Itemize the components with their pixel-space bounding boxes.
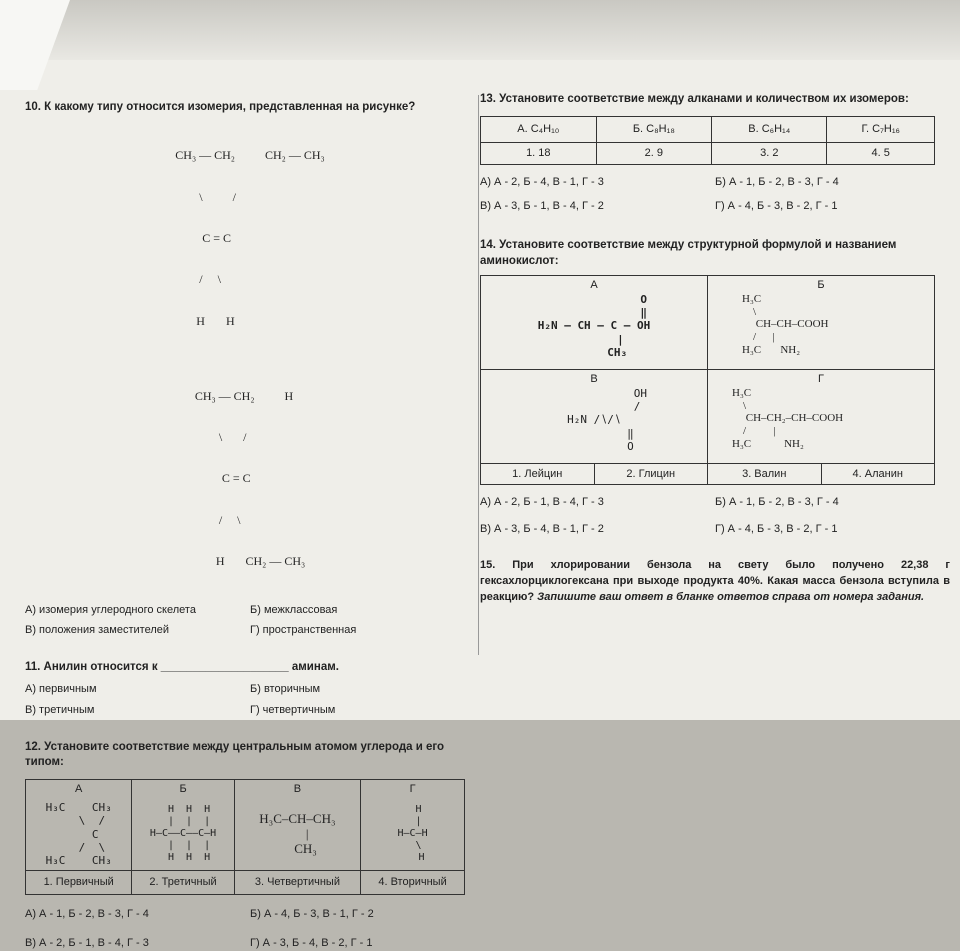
q12-table [25,779,465,895]
q14-title: 14. Установите соответствие между структурной формулой и названием аминокислот: [480,239,897,267]
q13-table [480,116,935,165]
q14-options [480,495,950,537]
q13-options [480,175,950,215]
q13-header-b: Б. C₈H₁₈ [596,116,712,142]
q14-cell-a: А O ‖ H₂N – CH – C – OH | CH₃ [481,276,708,370]
q13-title: 13. Установите соответствие между алканами и количеством их изомеров: [480,93,909,105]
q10-struct-trans: CH₃ — CH₂ H \ / C = C / \ H CH₂ — CH₃ [194,388,306,569]
q12-title: 12. Установите соответствие между центральным атомом углерода и его типом: [25,740,445,769]
q11-option-a[interactable]: А) первичным [25,682,97,695]
q15-problem: 15. При хлорировании бензола на свету было получено 22,38 г гексахлорциклогексана при выходе продукта 40%. Какая масса бензола вступила в реакцию? [480,559,950,604]
q12-answer-1: 1. Первичный [26,870,132,894]
q14-struct-a: O ‖ H₂N – CH – C – OH | CH₃ [537,293,651,359]
q14-answer-3: 3. Валин [708,464,822,484]
q12-option-c[interactable]: В) А - 2, Б - 1, В - 4, Г - 3 [25,936,149,949]
q10-title: 10. К какому типу относится изомерия, представленная на рисунке? [25,101,416,113]
q11-option-d[interactable]: Г) четвертичным [250,703,336,716]
q12-struct-a: H₃C CH₃ \ / C / \ H₃C CH₃ [26,798,132,870]
q13-option-c[interactable]: В) А - 3, Б - 1, В - 4, Г - 2 [480,200,604,213]
column-divider [478,95,479,655]
q12-answer-2: 2. Третичный [132,870,234,894]
q13-value-4: 4. 5 [827,142,935,164]
q12-header-d: Г [361,779,465,798]
q14-answer-4: 4. Аланин [821,464,935,484]
q13-header-c: В. C₆H₁₄ [712,116,827,142]
q10-struct-cis: CH₃ — CH₂ CH₂ — CH₃ \ / C = C / \ H H [175,148,325,328]
q10-option-d[interactable]: Г) пространственная [250,624,357,637]
q10-option-a[interactable]: А) изомерия углеродного скелета [25,603,196,616]
q12-header-a: А [26,779,132,798]
q14-answer-2: 2. Глицин [594,464,708,484]
q12-option-a[interactable]: А) А - 1, Б - 2, В - 3, Г - 4 [25,907,149,920]
q10-option-b[interactable]: Б) межклассовая [250,603,338,616]
q12-struct-c: H₃C–CH–CH₃ | CH₃ [234,798,360,870]
q13-value-3: 3. 2 [712,142,827,164]
q10-option-c[interactable]: В) положения заместителей [25,624,170,637]
q13-option-d[interactable]: Г) А - 4, Б - 3, В - 2, Г - 1 [715,200,838,213]
q14-struct-c: OH / H₂N ∕∖∕∖ ‖ O [541,387,647,453]
q14-struct-b: H₃C \ CH–CH–COOH / | H₃C NH₂ [742,293,829,356]
q12-header-b: Б [132,779,234,798]
q11-title: 11. Анилин относится к ____________________ аминам. [25,661,339,674]
q14-option-a[interactable]: А) А - 2, Б - 1, В - 4, Г - 3 [480,495,604,508]
q15-text [480,558,950,606]
q12-options [25,907,475,951]
q12-answer-3: 3. Четвертичный [234,870,360,894]
q13-option-a[interactable]: А) А - 2, Б - 4, В - 1, Г - 3 [480,175,604,188]
q14-option-c[interactable]: В) А - 3, Б - 4, В - 1, Г - 2 [480,522,604,535]
q13-value-2: 2. 9 [596,142,712,164]
q14-cell-b: Б H₃C \ CH–CH–COOH / | H₃C NH₂ [708,276,935,370]
q12-header-c: В [234,779,360,798]
q12-option-b[interactable]: Б) А - 4, Б - 3, В - 1, Г - 2 [250,907,374,920]
q15-instruction: Запишите ваш ответ в бланке ответов справа от номера задания. [534,591,925,604]
q13-option-b[interactable]: Б) А - 1, Б - 2, В - 3, Г - 4 [715,175,839,188]
q11-options [25,682,475,718]
q12-answer-4: 4. Вторичный [361,870,465,894]
q11-option-c[interactable]: В) третичным [25,703,95,716]
q14-option-b[interactable]: Б) А - 1, Б - 2, В - 3, Г - 4 [715,495,839,508]
right-column [480,92,950,606]
q14-struct-d: H₃C \ CH–CH₂–CH–COOH / | H₃C NH₂ [732,387,844,450]
q11-blank[interactable]: ____________________ [160,661,289,674]
left-column [25,100,475,951]
q13-value-1: 1. 18 [481,142,597,164]
q14-cell-d: Г H₃C \ CH–CH₂–CH–COOH / | H₃C NH₂ [708,370,935,464]
q12-struct-d: H | H–C–H \ H [361,798,465,870]
q11-option-b[interactable]: Б) вторичным [250,682,321,695]
q14-option-d[interactable]: Г) А - 4, Б - 3, В - 2, Г - 1 [715,522,838,535]
q14-answers-table [480,464,935,485]
q13-header-d: Г. C₇H₁₆ [827,116,935,142]
q13-header-a: А. C₄H₁₀ [481,116,597,142]
q10-options [25,603,475,639]
top-shadow [0,0,960,60]
q12-struct-b: H H H | | | H–C––C––C–H | | | H H H [132,798,234,870]
q12-option-d[interactable]: Г) А - 3, Б - 4, В - 2, Г - 1 [250,936,373,949]
q10-structures [25,122,475,597]
q14-cell-c: В OH / H₂N ∕∖∕∖ ‖ O [481,370,708,464]
q14-answer-1: 1. Лейцин [481,464,595,484]
q14-table [480,275,935,464]
